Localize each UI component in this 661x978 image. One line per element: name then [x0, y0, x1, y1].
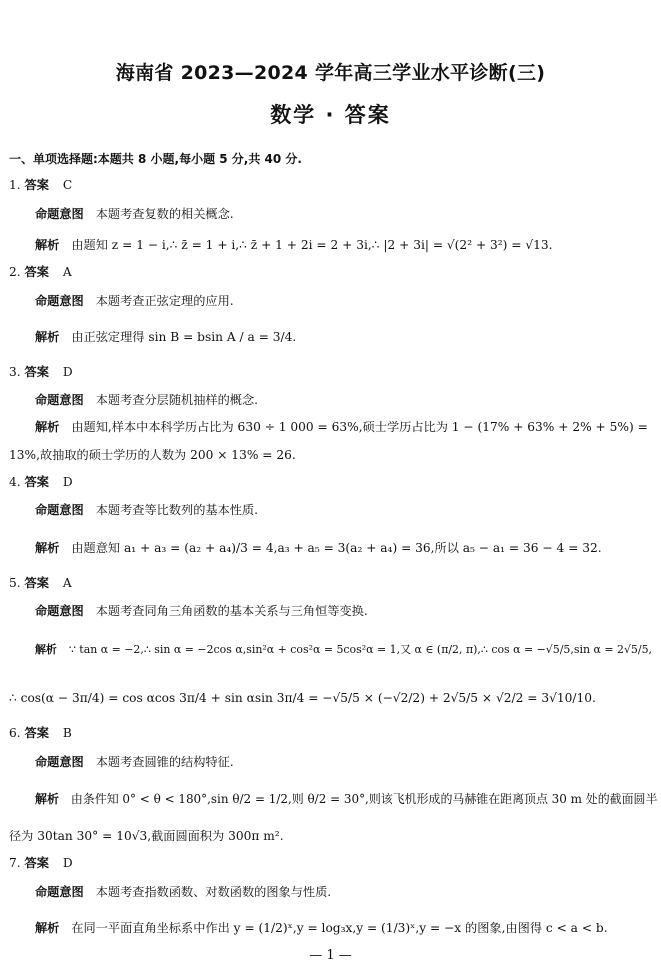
- question-3-intent: 命题意图 本题考查分层随机抽样的概念.: [35, 393, 259, 407]
- question-6-analysis: 解析 由条件知 0° < θ < 180°,sin θ/2 = 1/2,则 θ/2 = 30°,则该飞机形成的马赫锥在距离顶点 30 m 处的截面圆半: [35, 792, 658, 806]
- question-6-analysis-cont: 径为 30tan 30° = 10√3,截面圆面积为 300π m².: [9, 829, 284, 843]
- question-7-intent: 命题意图 本题考查指数函数、对数函数的图象与性质.: [35, 885, 332, 899]
- question-4-analysis: 解析 由题意知 a₁ + a₃ = (a₂ + a₄)/3 = 4,a₃ + a₅ = 3(a₂ + a₄) = 36,所以 a₅ − a₁ = 36 − 4 = 32.: [35, 541, 602, 555]
- question-2-analysis: 解析 由正弦定理得 sin B = bsin A / a = 3/4.: [35, 330, 297, 344]
- question-1-answer: 1. 答案 C: [9, 178, 73, 192]
- page-title: 海南省 2023—2024 学年高三学业水平诊断(三): [115, 62, 546, 84]
- question-6-intent: 命题意图 本题考查圆锥的结构特征.: [35, 755, 234, 769]
- question-5-intent: 命题意图 本题考查同角三角函数的基本关系与三角恒等变换.: [35, 604, 368, 618]
- section-heading: 一、单项选择题:本题共 8 小题,每小题 5 分,共 40 分.: [9, 152, 302, 166]
- page-number: — 1 —: [309, 948, 352, 963]
- question-1-analysis: 解析 由题知 z = 1 − i,∴ z̄ = 1 + i,∴ z̄ + 1 + 2i = 2 + 3i,∴ |2 + 3i| = √(2² + 3²) = √13.: [35, 238, 553, 252]
- question-5-analysis: 解析 ∵ tan α = −2,∴ sin α = −2cos α,sin²α + cos²α = 5cos²α = 1,又 α ∈ (π/2, π),∴ cos α = −√5/5,sin α = 2√5/5,: [35, 643, 653, 656]
- question-4-answer: 4. 答案 D: [9, 475, 73, 489]
- question-5-answer: 5. 答案 A: [9, 576, 72, 590]
- question-3-answer: 3. 答案 D: [9, 365, 73, 379]
- page-subtitle: 数学 · 答案: [270, 103, 391, 127]
- question-3-analysis-cont: 13%,故抽取的硕士学历的人数为 200 × 13% = 26.: [9, 448, 296, 462]
- question-7-analysis: 解析 在同一平面直角坐标系中作出 y = (1/2)ˣ,y = log₃x,y = (1/3)ˣ,y = −x 的图象,由图得 c < a < b.: [35, 921, 608, 935]
- question-1-intent: 命题意图 本题考查复数的相关概念.: [35, 207, 234, 221]
- question-7-answer: 7. 答案 D: [9, 856, 73, 870]
- question-3-analysis: 解析 由题知,样本中本科学历占比为 630 ÷ 1 000 = 63%,硕士学历占比为 1 − (17% + 63% + 2% + 5%) =: [35, 420, 648, 434]
- question-6-answer: 6. 答案 B: [9, 726, 72, 740]
- question-2-intent: 命题意图 本题考查正弦定理的应用.: [35, 294, 234, 308]
- question-4-intent: 命题意图 本题考查等比数列的基本性质.: [35, 503, 259, 517]
- question-5-analysis-cont: ∴ cos(α − 3π/4) = cos αcos 3π/4 + sin αsin 3π/4 = −√5/5 × (−√2/2) + 2√5/5 × √2/2 = 3√10/10.: [9, 691, 596, 705]
- question-2-answer: 2. 答案 A: [9, 265, 72, 279]
